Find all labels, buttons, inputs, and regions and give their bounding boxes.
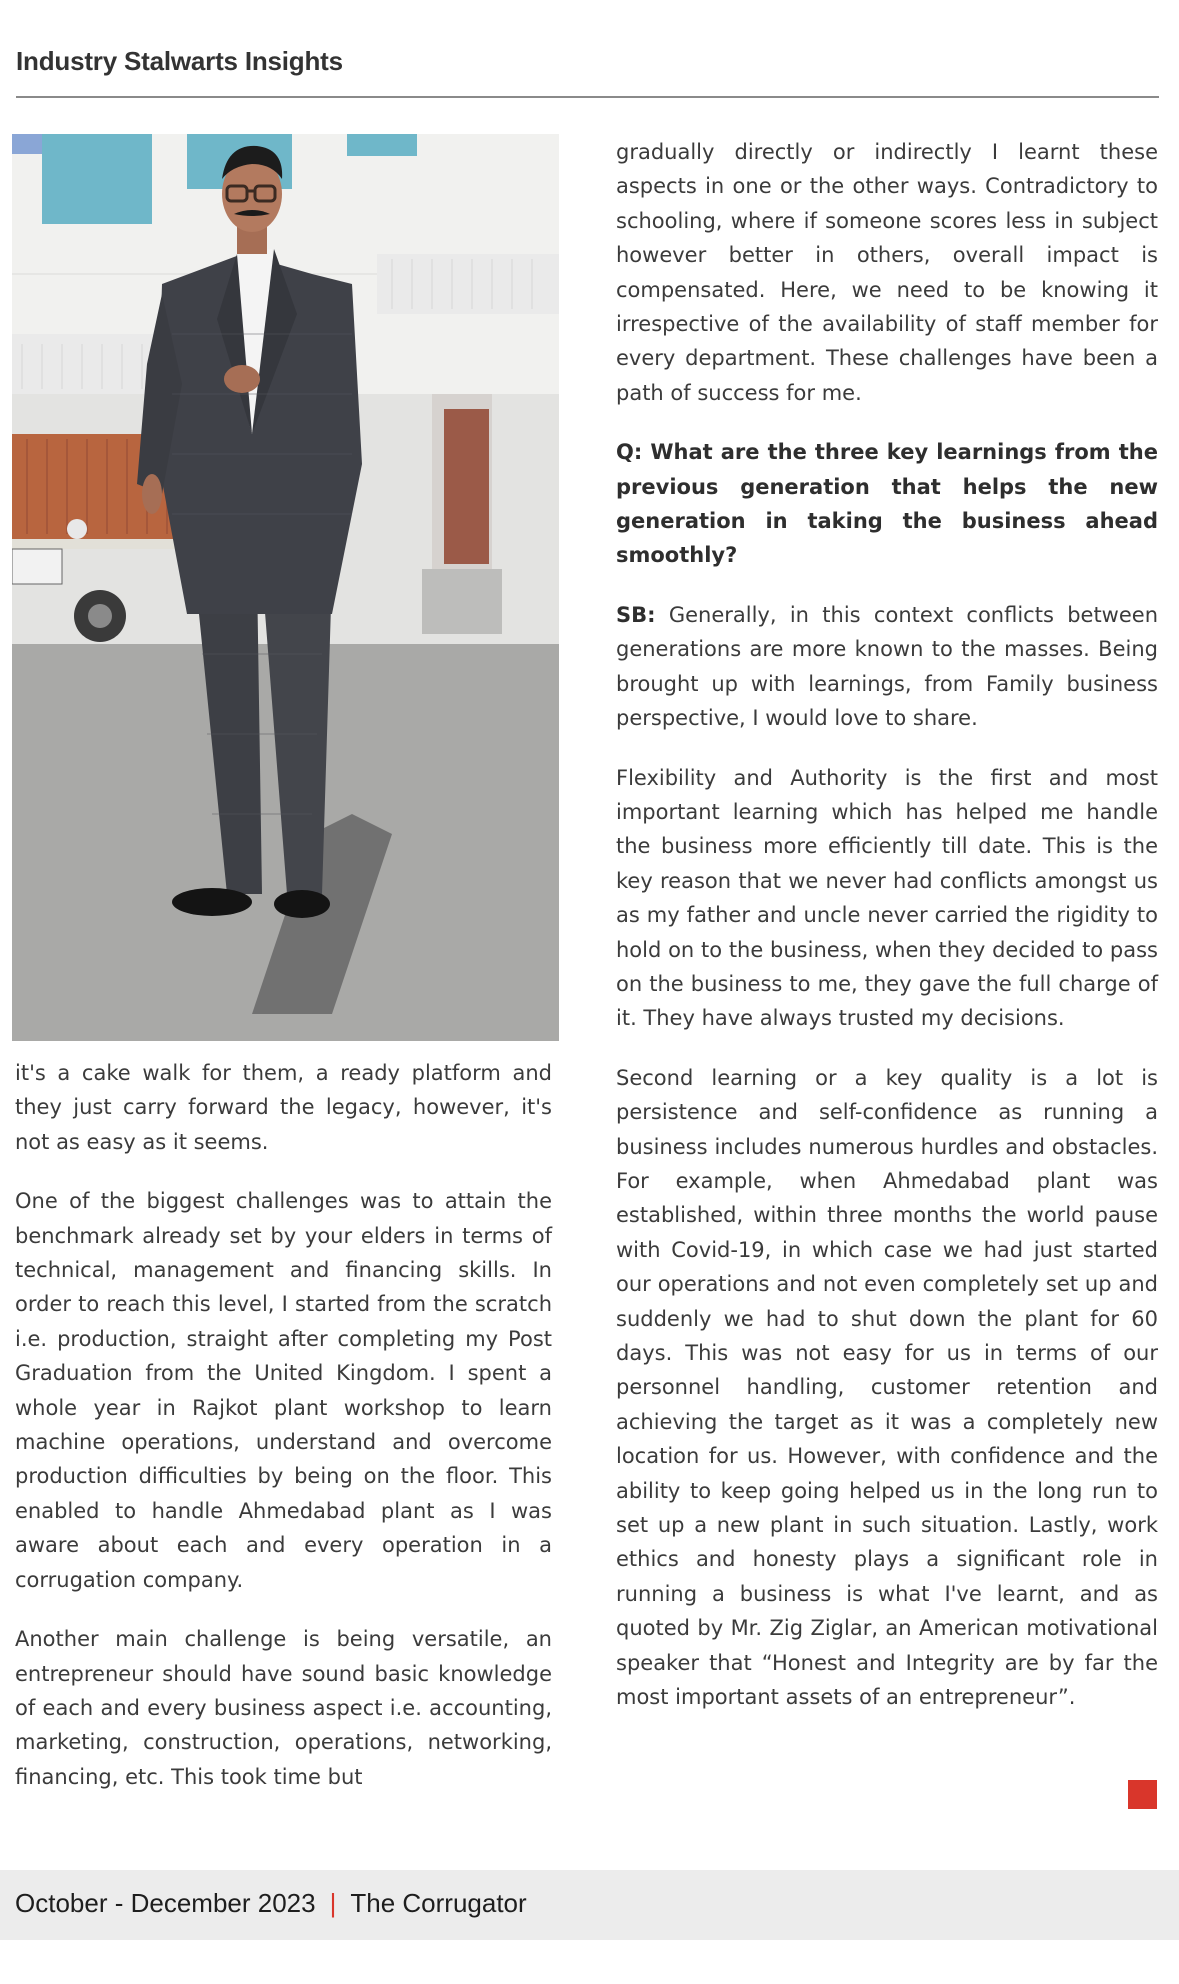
footer-text	[15, 1888, 527, 1919]
interview-answer	[616, 598, 1158, 736]
speaker-initials: SB:	[616, 602, 656, 627]
footer-separator: |	[329, 1888, 337, 1918]
paragraph: gradually directly or indirectly I learnt these aspects in one or the other ways. Contradictory to schooling, where if someone scores less in subject however better in others, overall impact is compensated. Here, we need to be knowing it irrespective of the availability of staff member for every department. These challenges have been a path of success for me.	[616, 140, 1158, 405]
paragraph: Another main challenge is being versatile, an entrepreneur should have sound basic knowledge of each and every business aspect i.e. accounting, marketing, construction, operations, networking, financing, etc. This took time but	[15, 1627, 552, 1789]
portrait-photo	[12, 134, 559, 1041]
paragraph: Second learning or a key quality is a lot is persistence and self-confidence as running a business includes numerous hurdles and obstacles. For example, when Ahmedabad plant was established, within three months the world pause with Covid-19, in which case we had just started our operations and not even completely set up and suddenly we had to shut down the plant for 60 days. This was not easy for us in terms of our personnel handling, customer retention and achieving the target as it was a completely new location for us. However, with confidence and the ability to keep going helped us in the long run to set up a new plant in such situation. Lastly, work ethics and honesty plays a significant role in running a business is what I've learnt, and as quoted by Mr. Zig Ziglar, an American motivational speaker that “Honest and Integrity are by far the most important assets of an entrepreneur”.	[616, 1065, 1158, 1710]
publication-name: The Corrugator	[350, 1888, 527, 1918]
issue-date: October - December 2023	[15, 1888, 316, 1918]
page-footer	[0, 1870, 1179, 1940]
section-title: Industry Stalwarts Insights	[16, 46, 343, 76]
interview-question: Q: What are the three key learnings from the previous generation that helps the new generation in taking the business ahead smoothly?	[616, 440, 1158, 568]
paragraph: Flexibility and Authority is the first and most important learning which has helped me handle the business more efficiently till date. This is the key reason that we never had conflicts amongst us as my father and uncle never carried the rigidity to hold on to the business, when they decided to pass on the business to me, they gave the full charge of it. They have always trusted my decisions.	[616, 765, 1158, 1031]
left-column	[15, 1056, 552, 1819]
answer-text: Generally, in this context conflicts between generations are more known to the masses. Being brought up with learnings, from Family business perspective, I would love to share.	[616, 602, 1158, 731]
paragraph: it's a cake walk for them, a ready platform and they just carry forward the legacy, however, it's not as easy as it seems.	[15, 1061, 552, 1154]
header-divider	[16, 96, 1159, 98]
paragraph: One of the biggest challenges was to attain the benchmark already set by your elders in terms of technical, management and financing skills. In order to reach this level, I started from the scratch i.e. production, straight after completing my Post Graduation from the United Kingdom. I spent a whole year in Rajkot plant workshop to learn machine operations, understand and overcome production difficulties by being on the floor. This enabled to handle Ahmedabad plant as I was aware about each and every operation in a corrugation company.	[15, 1189, 552, 1592]
right-column	[616, 135, 1158, 1739]
article-end-mark	[1128, 1780, 1157, 1809]
